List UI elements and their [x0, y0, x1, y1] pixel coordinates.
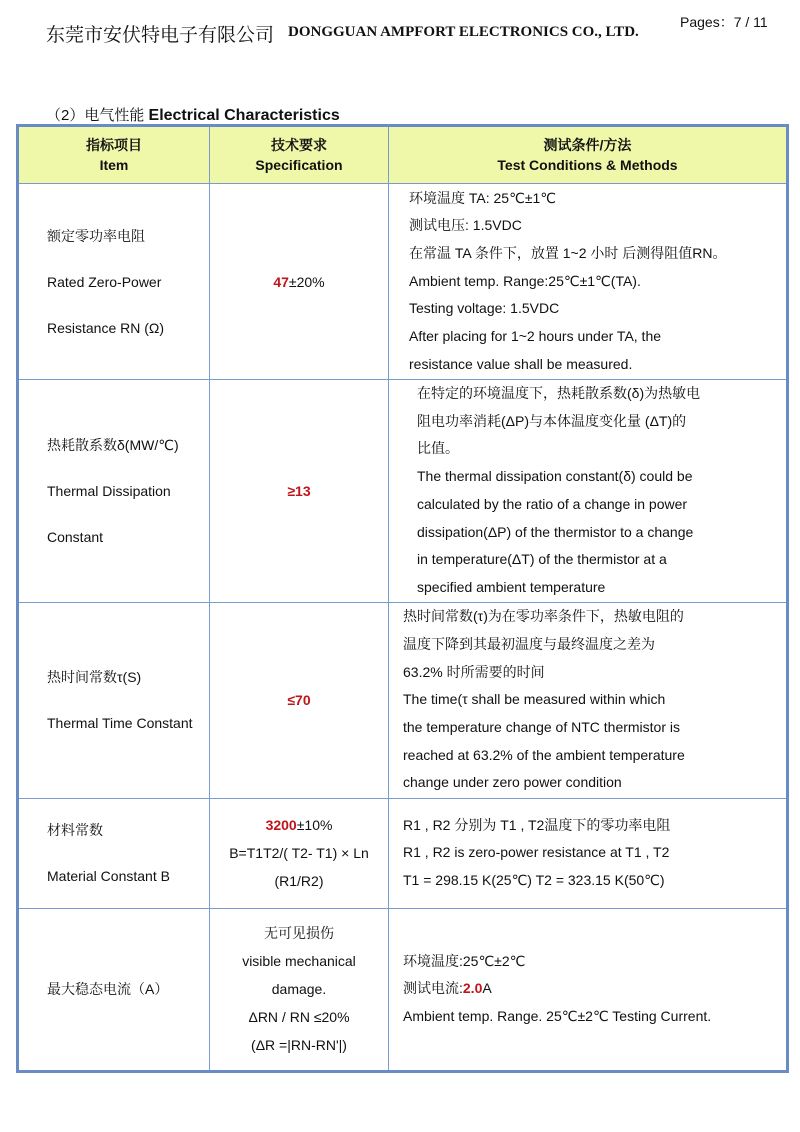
section-title: [46, 104, 340, 125]
b-formula: B=T1T2/( T2- T1) × Ln: [229, 845, 369, 862]
section-number: （2）电气性能: [46, 107, 145, 124]
company-name-cn: 东莞市安伏特电子有限公司: [46, 24, 275, 46]
item-cell: 额定零功率电阻 Rated Zero-Power Resistance RN (Ω): [18, 184, 210, 380]
spec-cell: 47±20%: [210, 184, 389, 380]
spec-cell: ≥13: [210, 380, 389, 603]
table-row: [18, 798, 788, 908]
item-cell: 热时间常数τ(S) Thermal Time Constant: [18, 602, 210, 798]
conditions-cell: 在特定的环境温度下，热耗散系数(δ)为热敏电 阻电功率消耗(ΔP)与本体温度变化量 (ΔT)的 比值。 The thermal dissipation constant(δ) could be calculated by the ratio of a change in power dissipation(ΔP) of the thermistor to a change in temperature(ΔT) of the thermistor at a specified ambient temperature: [389, 380, 788, 603]
item-cell: 热耗散系数δ(MW/℃) Thermal Dissipation Constant: [18, 380, 210, 603]
spec-cell: ≤70: [210, 602, 389, 798]
header-specification: 技术要求 Specification: [210, 126, 389, 184]
table-row: [18, 602, 788, 798]
item-cell: 最大稳态电流（A）: [18, 908, 210, 1071]
page-number: Pages：7 / 11: [680, 14, 768, 30]
company-name-en: DONGGUAN AMPFORT ELECTRONICS CO., LTD.: [288, 24, 639, 40]
table-row: [18, 184, 788, 380]
conditions-cell: 环境温度 TA: 25℃±1℃ 测试电压: 1.5VDC 在常温 TA 条件下，放置 1~2 小时 后测得阻值RN。 Ambient temp. Range:25℃±1℃(TA). Testing voltage: 1.5VDC After placing for 1~2 hours under TA, the resistance value shall be measured.: [389, 184, 788, 380]
item-cell: 材料常数 Material Constant B: [18, 798, 210, 908]
conditions-cell: R1 , R2 分别为 T1 , T2温度下的零功率电阻 R1 , R2 is zero-power resistance at T1 , T2 T1 = 298.15 K(25℃) T2 = 323.15 K(50℃): [389, 798, 788, 908]
section-title-en: Electrical Characteristics: [148, 107, 340, 124]
table-header-row: [18, 126, 788, 184]
conditions-cell: 热时间常数(τ)为在零功率条件下，热敏电阻的 温度下降到其最初温度与最终温度之差为 63.2% 时所需要的时间 The time(τ shall be measured within which the temperature change of NTC thermistor is reached at 63.2% of the ambient temperature change under zero power condition: [389, 602, 788, 798]
header-item: 指标项目 Item: [18, 126, 210, 184]
conditions-cell: 环境温度:25℃±2℃ 测试电流:2.0A Ambient temp. Range. 25℃±2℃ Testing Current.: [389, 908, 788, 1071]
header-test-conditions: 测试条件/方法 Test Conditions & Methods: [389, 126, 788, 184]
table-row: [18, 908, 788, 1071]
electrical-characteristics-table: [16, 124, 789, 1073]
spec-cell: 3200±10% B=T1T2/( T2- T1) × Ln (R1/R2): [210, 798, 389, 908]
spec-cell: 无可见损伤 visible mechanical damage. ΔRN / RN ≤20% (ΔR =|RN-RN'|): [210, 908, 389, 1071]
table-row: [18, 380, 788, 603]
